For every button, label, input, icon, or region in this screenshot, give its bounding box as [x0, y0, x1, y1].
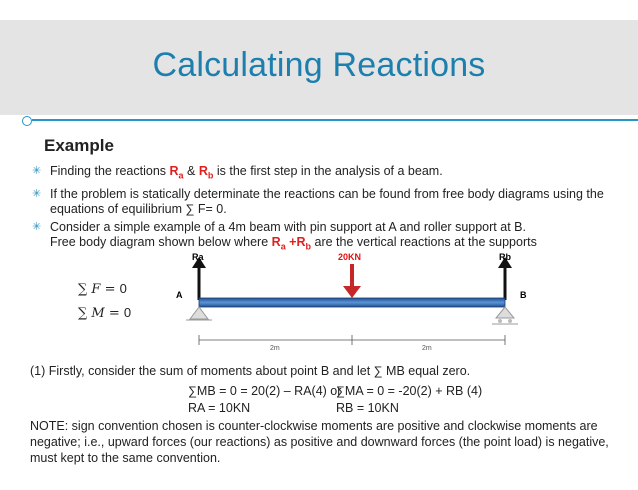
- reaction-rb: $R_b$: [296, 234, 312, 251]
- divider-circle: [22, 116, 32, 126]
- result-rb: RB = 10KN: [336, 401, 399, 415]
- title-divider: [32, 119, 638, 121]
- sign-convention-note: NOTE: sign convention chosen is counter-clockwise moments are positive and clockwise moments are negative; i.e., upward forces (our reactions) as positive and downward forces (the point load) is negative, must kept to the same convention.: [30, 419, 609, 465]
- bullet-text: If the problem is statically determinate the reactions can be found from free body diagrams using the equations of equilibrium ∑ F= 0.: [50, 186, 604, 216]
- slide-title: Calculating Reactions: [152, 46, 486, 84]
- bullet-star-icon: ✳: [32, 165, 42, 177]
- bullet-text: Consider a simple example of a 4m beam with pin support at A and roller support at B.: [50, 219, 526, 234]
- label-b: B: [520, 290, 527, 300]
- pin-support-icon: [186, 307, 212, 320]
- bullet-item: ✳ Finding the reactions $R_a$ & $R_b$ is the first step in the analysis of a beam.: [32, 164, 443, 181]
- label-ra: Ra: [192, 252, 204, 262]
- bullet-star-icon: ✳: [32, 220, 42, 233]
- bullet-list: [30, 164, 630, 257]
- equation-sum-moment: ∑ M = 0: [78, 305, 132, 321]
- step-one: (1) Firstly, consider the sum of moments about point B and let ∑ MB equal zero.: [30, 364, 471, 378]
- label-rb: Rb: [499, 252, 511, 262]
- rb-arrow-icon: [498, 257, 512, 300]
- dim-left: 2m: [270, 345, 280, 352]
- moment-equation-b: ∑MB = 0 = 20(2) – RA(4) or: [188, 384, 342, 398]
- ra-arrow-icon: [192, 257, 206, 300]
- bullet-item: ✳ Consider a simple example of a 4m beam with pin support at A and roller support at B. Free body diagram shown below where $R_a +R_b$ are the vertical reactions at the supports: [32, 219, 537, 251]
- bullet-text: Finding the reactions: [50, 164, 170, 178]
- equation-sum-force: ∑ F = 0: [78, 281, 127, 297]
- result-ra: RA = 10KN: [188, 401, 251, 415]
- bullet-item: [30, 187, 630, 217]
- label-a: A: [176, 290, 183, 300]
- reaction-ra: $R_a$: [169, 164, 184, 181]
- label-load: 20KN: [338, 252, 362, 262]
- section-heading: Example: [44, 136, 114, 155]
- bullet-star-icon: ✳: [32, 187, 42, 200]
- reaction-rb: $R_b$: [198, 164, 214, 181]
- dim-right: 2m: [422, 345, 432, 352]
- dimension-line: [199, 335, 505, 345]
- roller-support-icon: [492, 307, 518, 324]
- reaction-ra: $R_a$: [271, 234, 286, 251]
- beam: [199, 298, 505, 307]
- load-arrow-icon: [343, 264, 361, 298]
- moment-equation-a: ∑MA = 0 = -20(2) + RB (4): [336, 384, 483, 398]
- free-body-diagram: [168, 248, 548, 358]
